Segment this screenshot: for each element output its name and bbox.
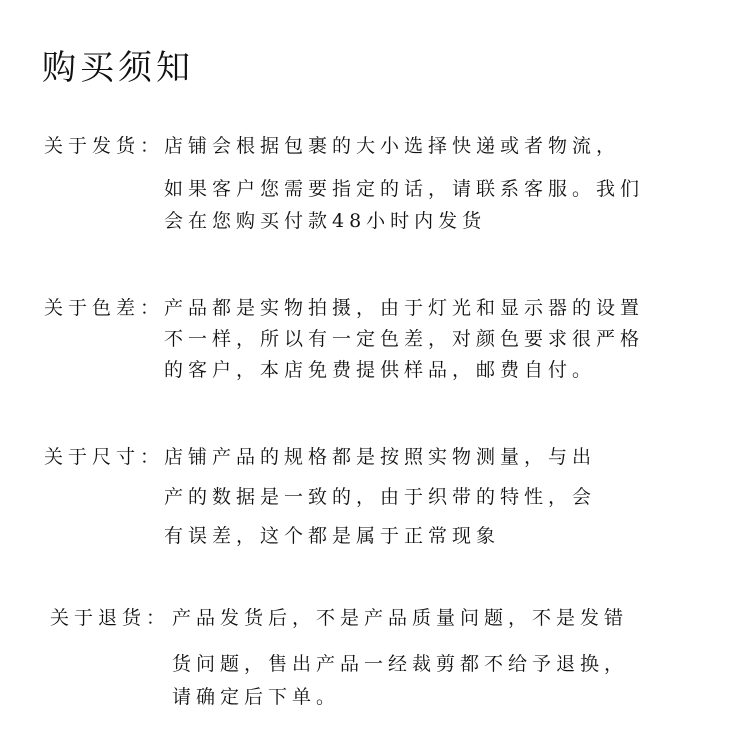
page-title: 购买须知 [42, 48, 194, 88]
returns-line-3: 请确定后下单。 [172, 686, 341, 708]
section-heading-shipping: 关于发货： [44, 135, 165, 157]
color-line-2: 不一样，所以有一定色差，对颜色要求很严格 [164, 328, 645, 350]
section-heading-size: 关于尺寸： [44, 446, 165, 468]
shipping-line-1: 店铺会根据包裹的大小选择快递或者物流， [164, 135, 621, 157]
shipping-line-2: 如果客户您需要指定的话，请联系客服。我们 [164, 178, 645, 200]
color-line-1: 产品都是实物拍摄，由于灯光和显示器的设置 [164, 297, 645, 319]
size-line-3: 有误差，这个都是属于正常现象 [164, 525, 501, 547]
size-line-2: 产的数据是一致的，由于织带的特性，会 [164, 486, 597, 508]
color-line-3: 的客户，本店免费提供样品，邮费自付。 [164, 359, 597, 381]
size-line-1: 店铺产品的规格都是按照实物测量，与出 [164, 446, 597, 468]
returns-line-2: 货问题，售出产品一经裁剪都不给予退换， [172, 653, 629, 675]
section-heading-color: 关于色差： [44, 297, 165, 319]
returns-line-1: 产品发货后，不是产品质量问题，不是发错 [172, 607, 629, 629]
section-heading-returns: 关于退货： [50, 607, 171, 629]
shipping-line-3: 会在您购买付款48小时内发货 [164, 210, 487, 232]
